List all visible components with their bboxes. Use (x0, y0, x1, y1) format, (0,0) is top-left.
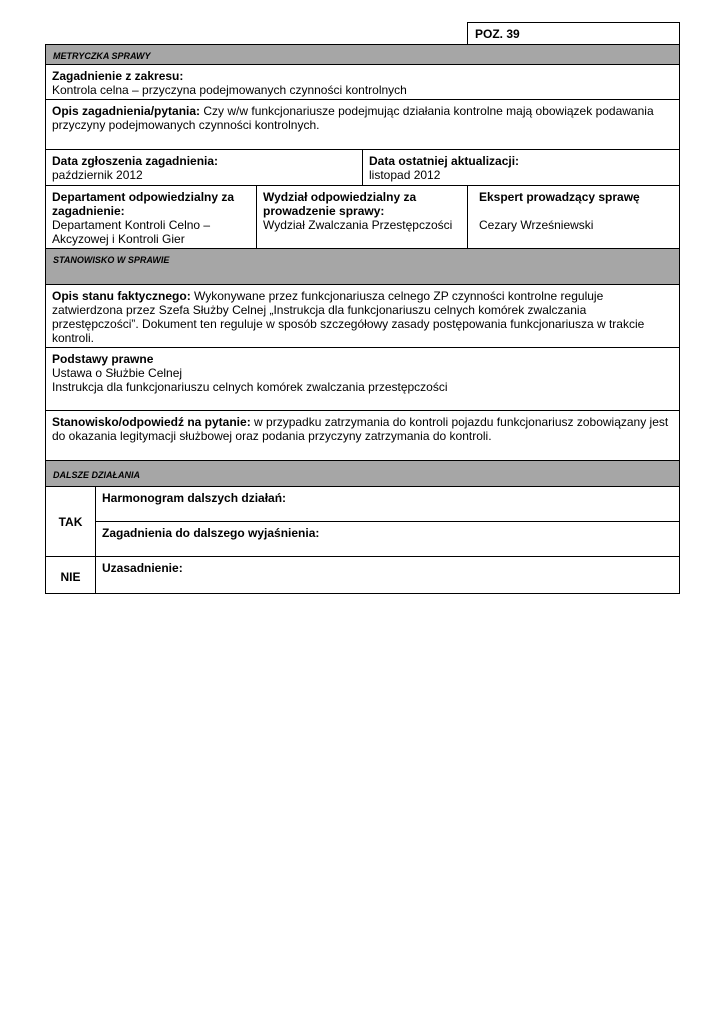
wydzial-label: Wydział odpowiedzialny za prowadzenie sprawy: (263, 190, 417, 218)
podstawy-item: Instrukcja dla funkcjonariuszu celnych komórek zwalczania przestępczości (52, 380, 448, 394)
data-zgloszenia-label: Data zgłoszenia zagadnienia: (52, 154, 219, 168)
zagadnienia-label: Zagadnienia do dalszego wyjaśnienia: (102, 526, 320, 540)
ekspert-cell (468, 186, 679, 248)
data-aktualizacji-value: listopad 2012 (369, 168, 441, 182)
nie-block (45, 556, 680, 594)
uzasadnienie-label: Uzasadnienie: (102, 561, 183, 575)
departament-cell (46, 186, 257, 248)
position-number: POZ. 39 (467, 22, 680, 44)
opis-stanu-row (45, 284, 680, 348)
stanowisko-label: Stanowisko/odpowiedź na pytanie: (52, 415, 251, 429)
section-title: STANOWISKO W SPRAWIE (53, 255, 170, 265)
podstawy-row (45, 347, 680, 411)
dates-row (45, 149, 680, 186)
departament-label: Departament odpowiedzialny za zagadnienie: (52, 190, 235, 218)
podstawy-label: Podstawy prawne (52, 352, 154, 366)
responsibility-row (45, 185, 680, 249)
zagadnienie-row (45, 64, 680, 100)
section-header-dalsze (45, 460, 680, 487)
opis-zagadnienia-row (45, 99, 680, 150)
ekspert-label: Ekspert prowadzący sprawę (479, 190, 640, 204)
data-aktualizacji-label: Data ostatniej aktualizacji: (369, 154, 520, 168)
data-zgloszenia-cell (46, 150, 363, 185)
zagadnienie-value: Kontrola celna – przyczyna podejmowanych czynności kontrolnych (52, 83, 407, 97)
zagadnienie-label: Zagadnienie z zakresu: (52, 69, 184, 83)
section-header-stanowisko (45, 248, 680, 285)
stanowisko-value: w przypadku zatrzymania do kontroli pojazdu funkcjonariusz zobowiązany jest do okazania legitymacji służbowej oraz podania przyczyny zatrzymania do kontroli. (52, 415, 669, 443)
section-header-metryczka (45, 44, 680, 65)
stanowisko-row (45, 410, 680, 461)
tak-block (45, 486, 680, 557)
harmonogram-label: Harmonogram dalszych działań: (96, 487, 679, 522)
section-title: METRYCZKA SPRAWY (53, 51, 151, 61)
ekspert-value: Cezary Wrześniewski (479, 218, 594, 232)
opis-zagadnienia-value: Czy w/w funkcjonariusze podejmując działania kontrolne mają obowiązek podawania przyczyny podejmowanych czynności kontrolnych. (52, 104, 654, 132)
section-title: DALSZE DZIAŁANIA (53, 470, 140, 480)
wydzial-cell (257, 186, 468, 248)
opis-stanu-value: Wykonywane przez funkcjonariusza celnego ZP czynności kontrolne reguluje zatwierdzona przez Szefa Służby Celnej „Instrukcja dla funkcjonariuszu celnych komórek zwalczania przestępczości”. Dokument ten reguluje w sposób szczegółowy zasady postępowania funkcjonariusza w trakcie kontroli. (52, 289, 645, 345)
data-zgloszenia-value: październik 2012 (52, 168, 143, 182)
opis-stanu-label: Opis stanu faktycznego: (52, 289, 191, 303)
opis-zagadnienia-label: Opis zagadnienia/pytania: (52, 104, 201, 118)
departament-value: Departament Kontroli Celno – Akcyzowej i Kontroli Gier (52, 218, 211, 246)
data-aktualizacji-cell (363, 150, 679, 185)
podstawy-item: Ustawa o Służbie Celnej (52, 366, 183, 380)
wydzial-value: Wydział Zwalczania Przestępczości (263, 218, 453, 232)
nie-label: NIE (46, 557, 96, 593)
tak-label: TAK (46, 487, 96, 556)
